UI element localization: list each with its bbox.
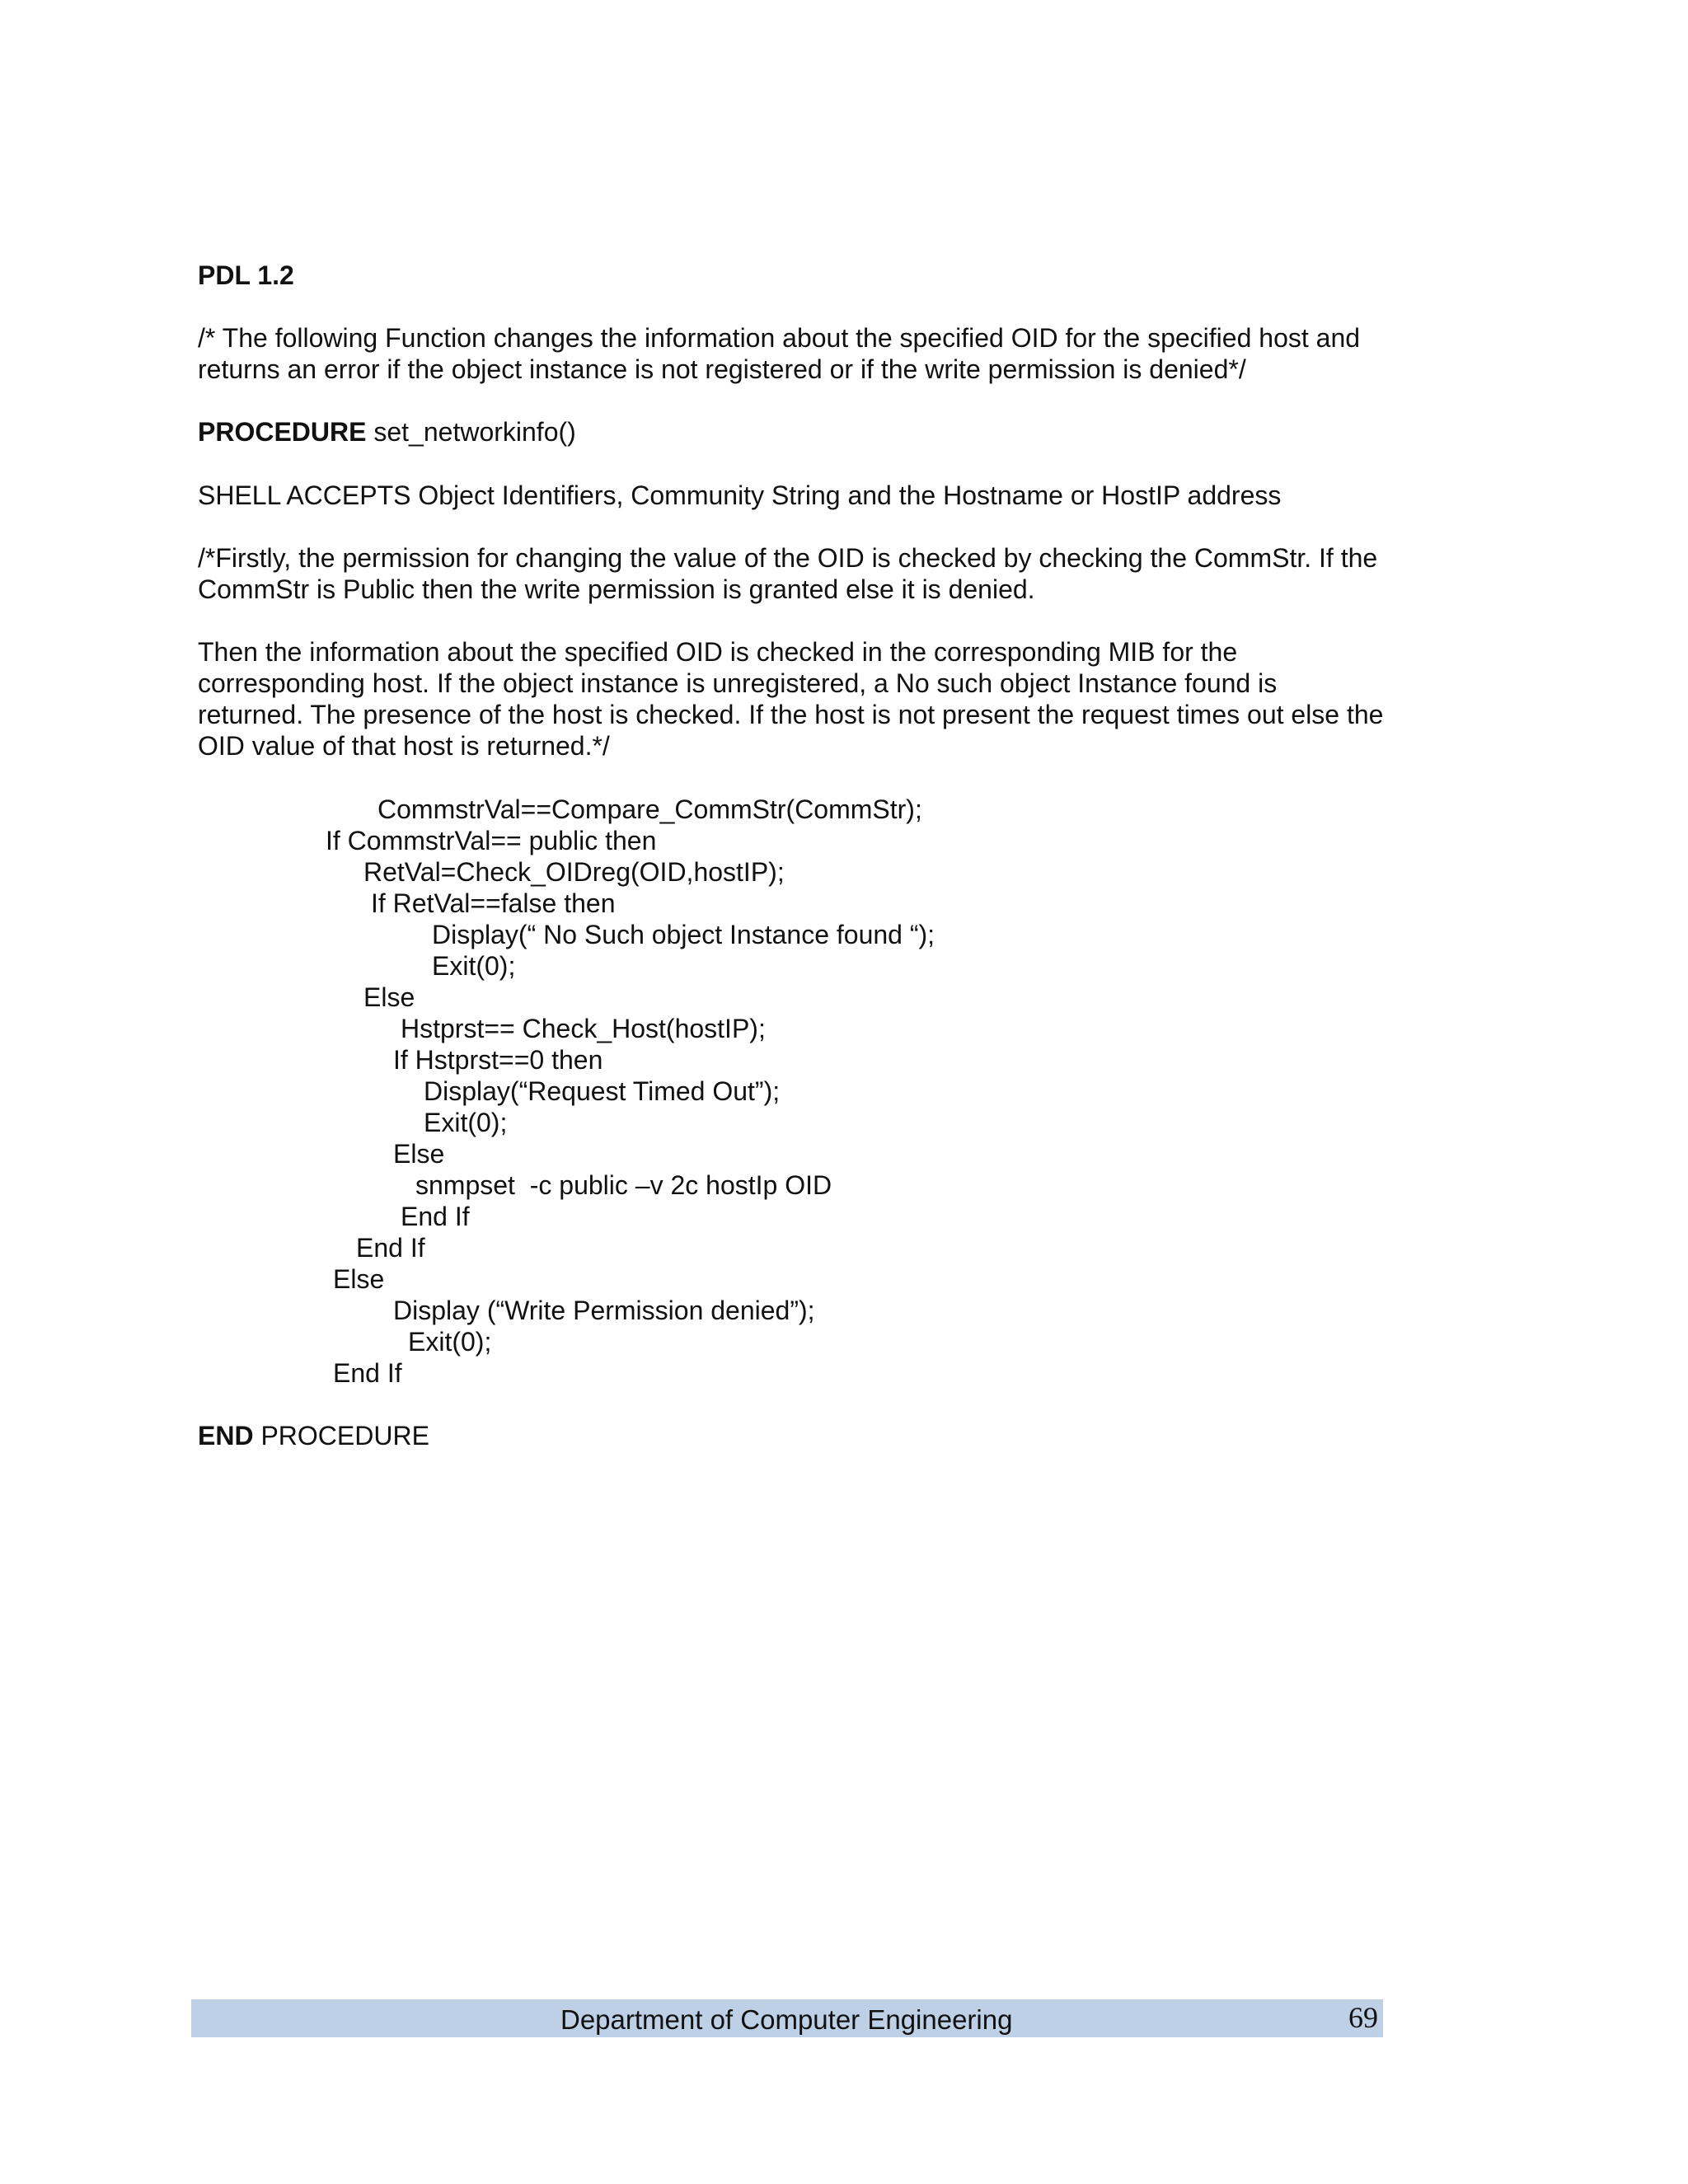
code-line: Display(“ No Such object Instance found “); — [432, 920, 935, 949]
intro-comment-line-1: /* The following Function changes the information about the specified OID for the specified host and — [198, 323, 1361, 353]
end-procedure-line — [198, 1420, 429, 1451]
end-keyword: END — [198, 1421, 254, 1451]
procedure-name: set_networkinfo() — [366, 417, 576, 447]
comment-para2-line-4: OID value of that host is returned.*/ — [198, 731, 610, 761]
code-line: snmpset -c public –v 2c hostIp OID — [415, 1170, 832, 1200]
end-procedure-text: PROCEDURE — [253, 1421, 429, 1451]
code-line: Else — [393, 1139, 445, 1169]
code-line: Display(“Request Timed Out”); — [424, 1076, 781, 1106]
code-line: Display (“Write Permission denied”); — [393, 1296, 815, 1325]
section-heading: PDL 1.2 — [198, 260, 294, 290]
shell-accepts-line: SHELL ACCEPTS Object Identifiers, Community String and the Hostname or HostIP address — [198, 480, 1282, 510]
comment-para1-line-2: CommStr is Public then the write permission is granted else it is denied. — [198, 574, 1035, 604]
code-line: End If — [333, 1358, 402, 1388]
code-line: If CommstrVal== public then — [326, 826, 657, 855]
comment-para2-line-2: corresponding host. If the object instance is unregistered, a No such object Instance found is — [198, 668, 1278, 698]
procedure-header — [198, 416, 576, 448]
intro-comment-line-2: returns an error if the object instance is not registered or if the write permission is denied*/ — [198, 354, 1246, 384]
comment-para2-line-3: returned. The presence of the host is checked. If the host is not present the request times out else the — [198, 700, 1384, 729]
code-line: Else — [333, 1264, 385, 1294]
comment-para2-line-1: Then the information about the specified OID is checked in the corresponding MIB for the — [198, 637, 1238, 667]
code-line: Exit(0); — [432, 951, 516, 981]
code-line: CommstrVal==Compare_CommStr(CommStr); — [377, 794, 922, 824]
page-number: 69 — [1348, 2001, 1378, 2034]
comment-para1-line-1: /*Firstly, the permission for changing the value of the OID is checked by checking the CommStr. If the — [198, 543, 1378, 573]
code-line: If RetVal==false then — [371, 888, 616, 918]
code-line: Exit(0); — [408, 1327, 492, 1357]
procedure-keyword: PROCEDURE — [198, 417, 367, 447]
code-line: End If — [356, 1233, 425, 1263]
code-line: Else — [363, 982, 415, 1012]
code-line: Hstprst== Check_Host(hostIP); — [401, 1014, 766, 1043]
code-line: If Hstprst==0 then — [393, 1045, 603, 1075]
code-line: RetVal=Check_OIDreg(OID,hostIP); — [363, 857, 785, 887]
code-line: Exit(0); — [424, 1108, 508, 1137]
code-line: End If — [401, 1202, 470, 1231]
footer-department: Department of Computer Engineering — [560, 2004, 1013, 2035]
